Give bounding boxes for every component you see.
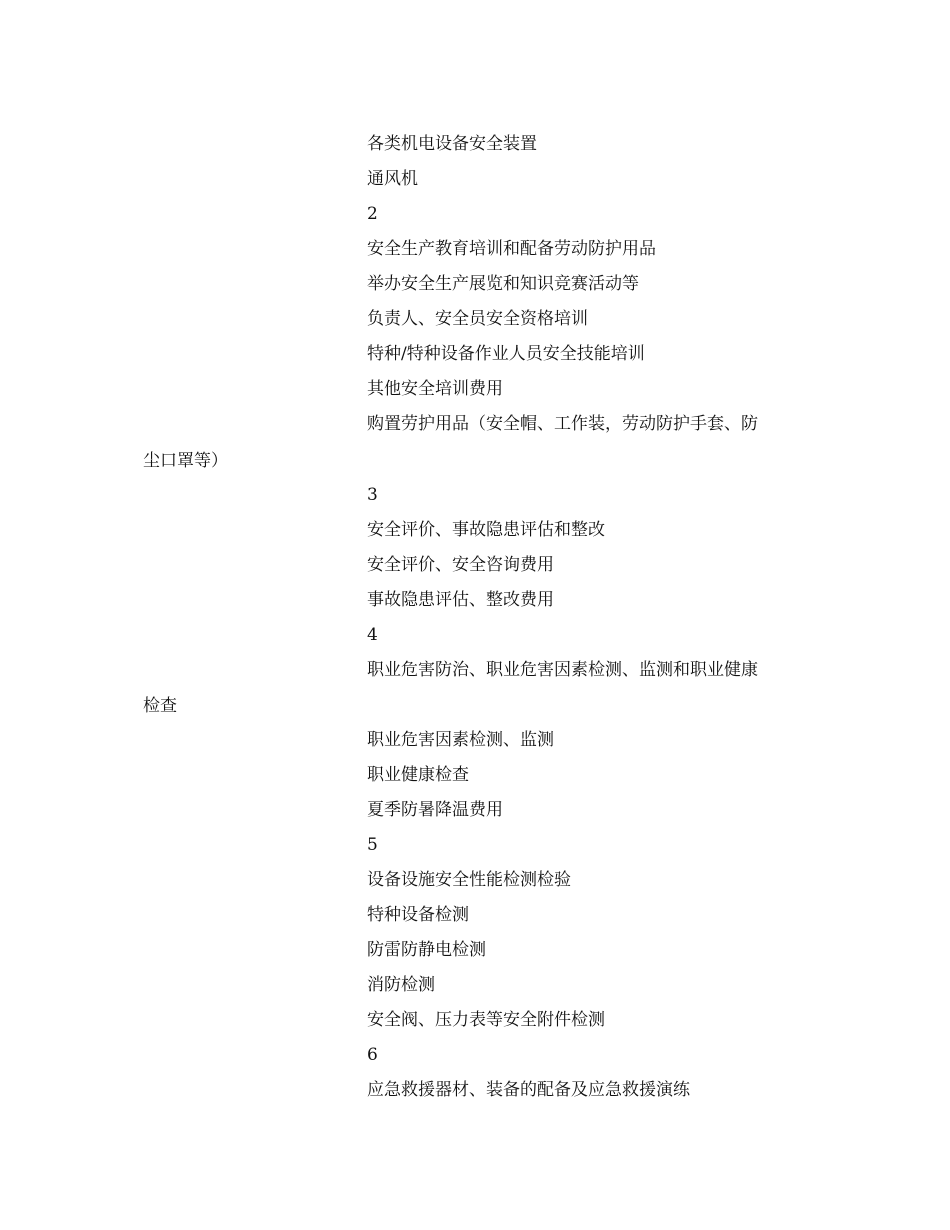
text-line: 职业危害防治、职业危害因素检测、监测和职业健康 <box>367 660 758 680</box>
text-line: 夏季防暑降温费用 <box>367 800 503 820</box>
text-line: 安全阀、压力表等安全附件检测 <box>367 1010 605 1030</box>
section-number: 2 <box>367 204 378 224</box>
text-line: 应急救援器材、装备的配备及应急救援演练 <box>367 1080 690 1100</box>
text-line: 设备设施安全性能检测检验 <box>367 870 571 890</box>
text-line: 安全评价、安全咨询费用 <box>367 555 554 575</box>
text-line: 负责人、安全员安全资格培训 <box>367 309 588 329</box>
text-line: 安全评价、事故隐患评估和整改 <box>367 520 605 540</box>
text-line: 消防检测 <box>367 975 435 995</box>
section-number: 3 <box>367 485 378 505</box>
text-line: 举办安全生产展览和知识竞赛活动等 <box>367 274 639 294</box>
text-line: 通风机 <box>367 169 418 189</box>
text-line: 特种设备检测 <box>367 905 469 925</box>
section-number: 5 <box>367 835 378 855</box>
text-line: 购置劳护用品（安全帽、工作装，劳动防护手套、防 <box>367 414 758 434</box>
section-number: 6 <box>367 1045 378 1065</box>
text-line: 特种/特种设备作业人员安全技能培训 <box>367 344 645 364</box>
text-line: 职业危害因素检测、监测 <box>367 730 554 750</box>
text-line: 事故隐患评估、整改费用 <box>367 590 554 610</box>
text-line-wrap: 尘口罩等） <box>143 451 228 471</box>
text-line-wrap: 检查 <box>143 696 177 716</box>
text-line: 其他安全培训费用 <box>367 379 503 399</box>
text-line: 防雷防静电检测 <box>367 940 486 960</box>
text-line: 各类机电设备安全装置 <box>367 134 537 154</box>
text-line: 安全生产教育培训和配备劳动防护用品 <box>367 239 656 259</box>
section-number: 4 <box>367 625 378 645</box>
text-line: 职业健康检查 <box>367 765 469 785</box>
